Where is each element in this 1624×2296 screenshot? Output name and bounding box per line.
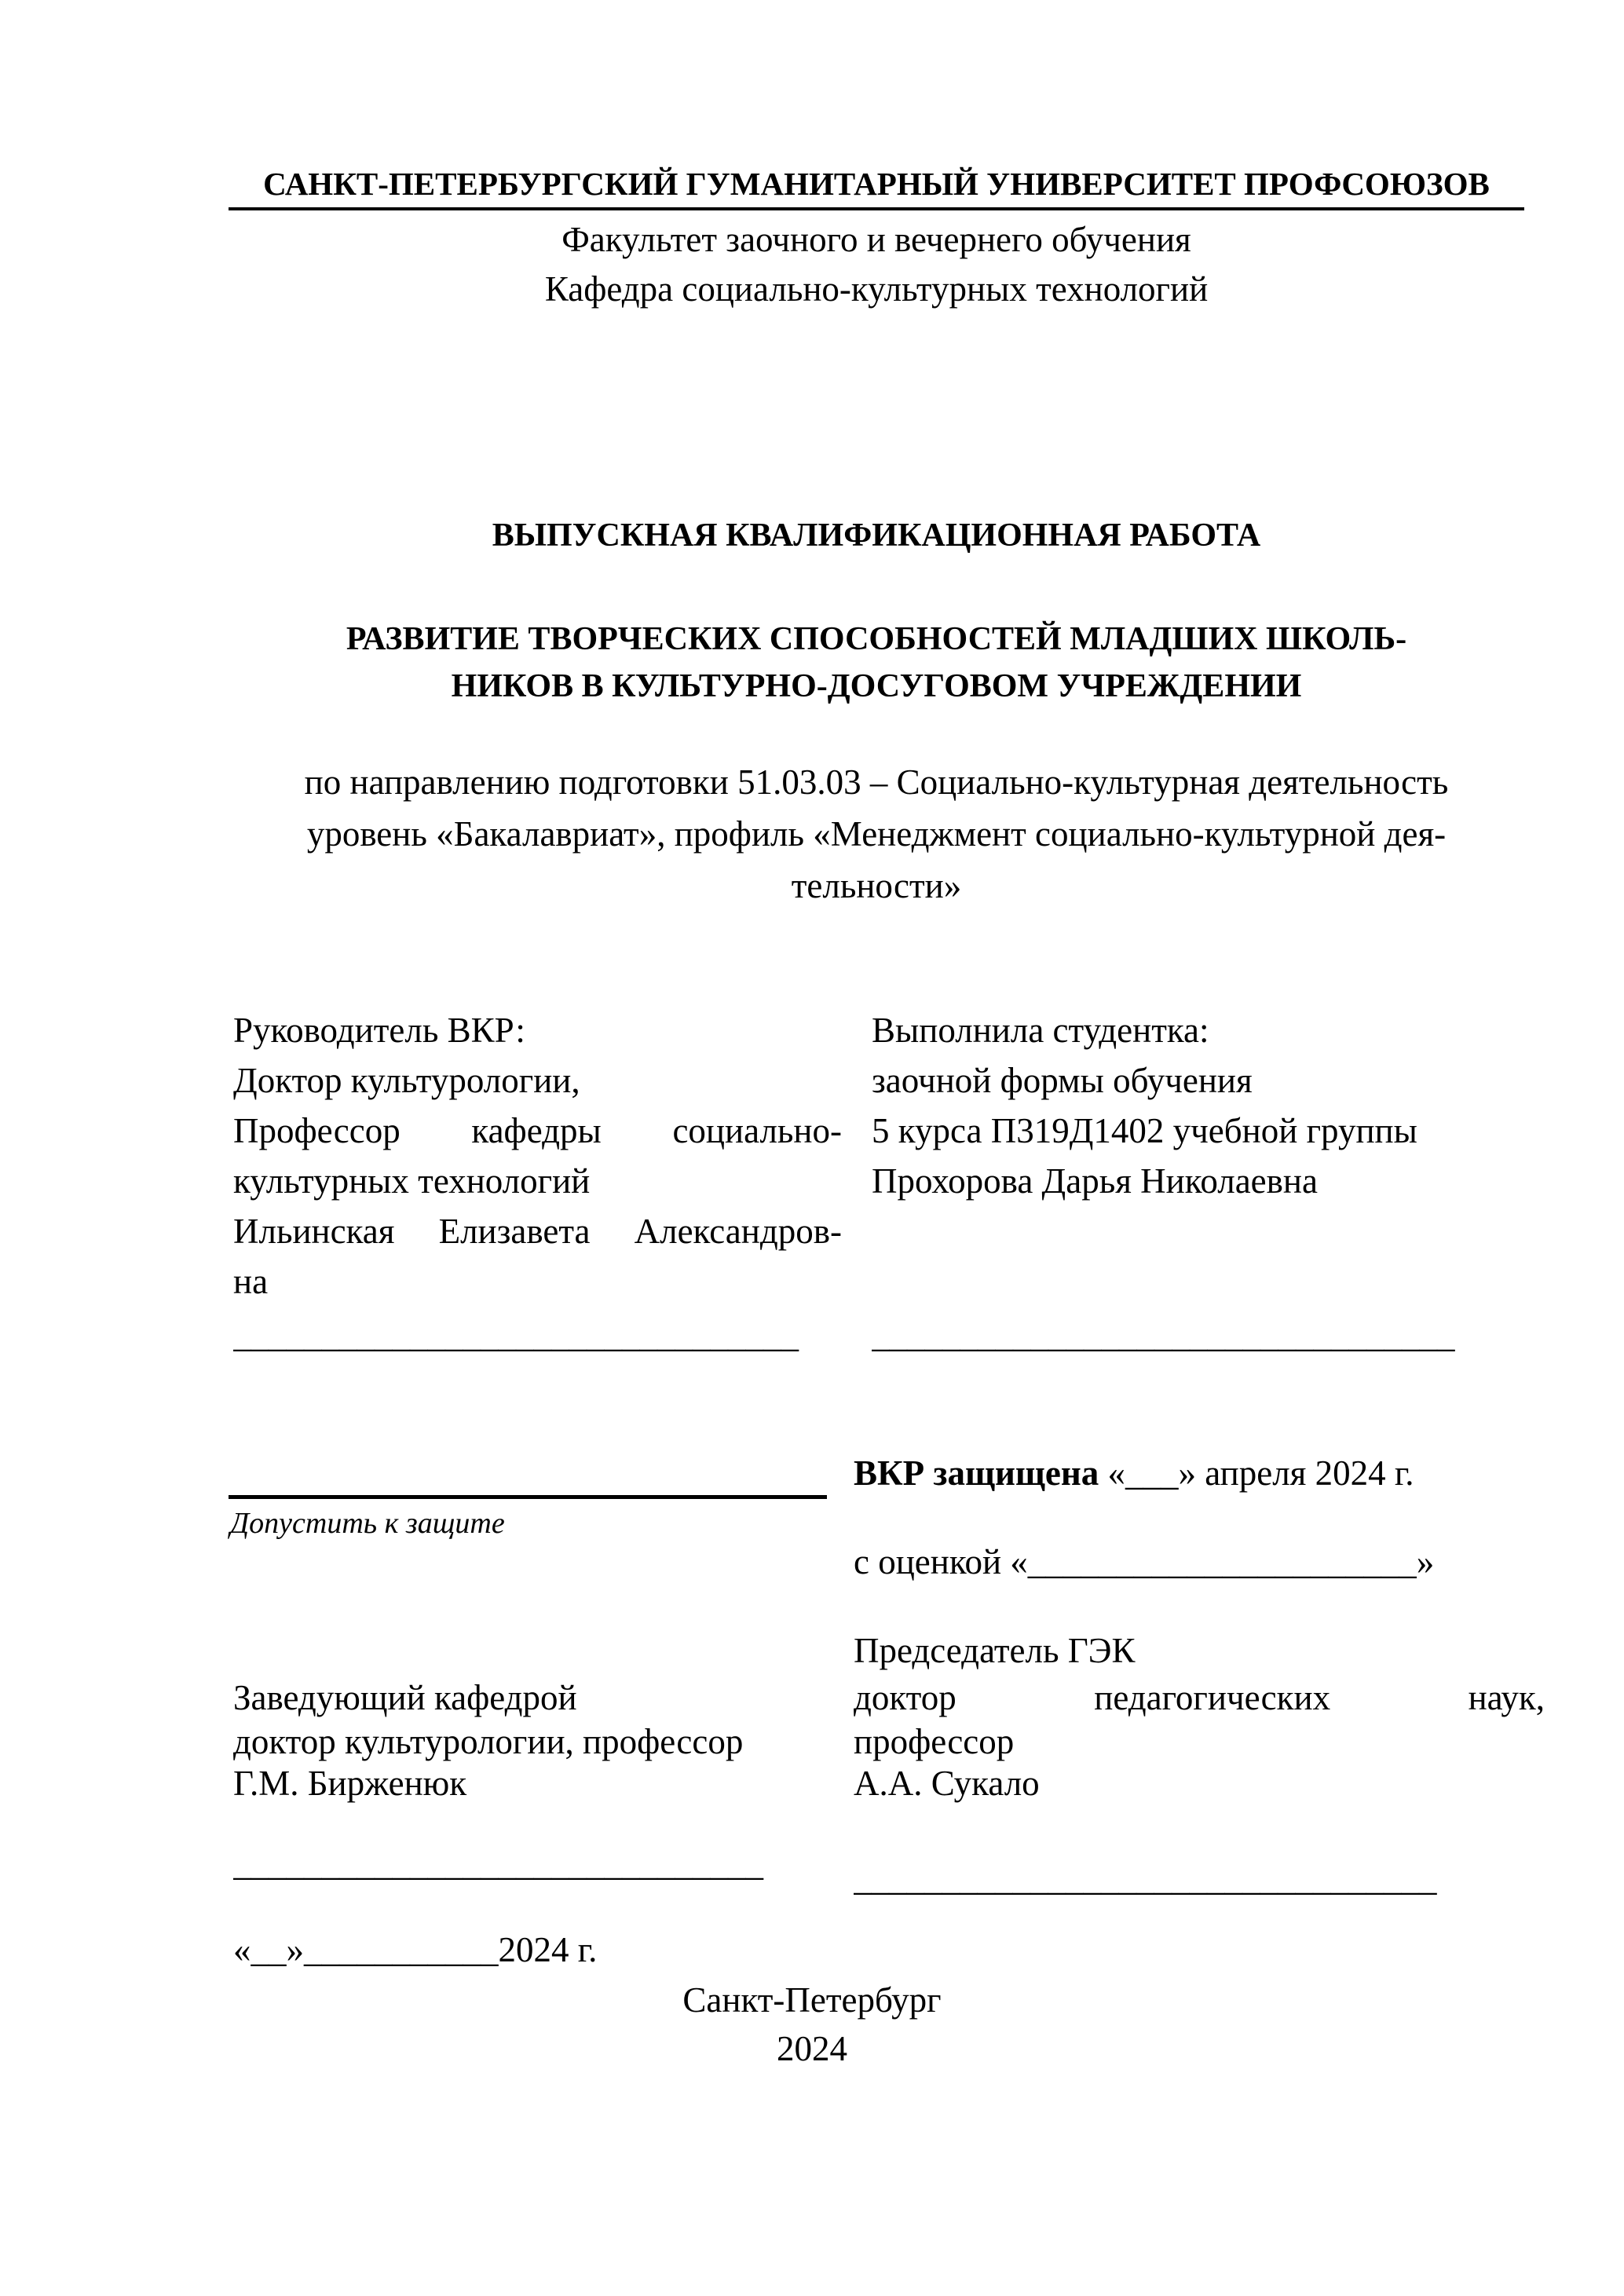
chair-line: А.А. Сукало xyxy=(854,1764,1040,1803)
student-line: 5 курса П319Д1402 учебной группы xyxy=(872,1111,1417,1150)
defense-grade: с оценкой «______________________» xyxy=(854,1542,1435,1581)
department-name: Кафедра социально-культурных технологий xyxy=(544,269,1209,309)
head-line: Г.М. Бирженюк xyxy=(233,1764,467,1803)
admission-date: «__»___________2024 г. xyxy=(233,1930,598,1969)
supervisor-signature-line: ________________________________ xyxy=(233,1315,799,1355)
direction-line: уровень «Бакалавриат», профиль «Менеджмент социально-культурной дея- xyxy=(306,814,1447,854)
chair-line: Председатель ГЭК xyxy=(854,1631,1136,1670)
work-title-line: НИКОВ В КУЛЬТУРНО-ДОСУГОВОМ УЧРЕЖДЕНИИ xyxy=(451,668,1302,704)
defense-protected-label: ВКР защищена xyxy=(854,1453,1099,1493)
header-divider xyxy=(229,207,1524,210)
admission-label: Допустить к защите xyxy=(230,1507,505,1540)
admission-signature-line xyxy=(229,1495,827,1499)
work-title-line: РАЗВИТИЕ ТВОРЧЕСКИХ СПОСОБНОСТЕЙ МЛАДШИХ ШКОЛЬ- xyxy=(346,621,1407,657)
student-line: Выполнила студентка: xyxy=(872,1011,1209,1050)
supervisor-line: Доктор культурологии, xyxy=(233,1061,580,1100)
direction-line: тельности» xyxy=(791,866,962,905)
head-line: Заведующий кафедрой xyxy=(233,1678,577,1717)
chair-signature-line: _________________________________ xyxy=(854,1859,1437,1898)
work-type: ВЫПУСКНАЯ КВАЛИФИКАЦИОННАЯ РАБОТА xyxy=(492,517,1261,554)
year: 2024 xyxy=(777,2029,847,2068)
defense-date xyxy=(854,1451,1414,1495)
head-signature-line: ______________________________ xyxy=(233,1844,763,1883)
supervisor-line: на xyxy=(233,1262,269,1301)
supervisor-line: Ильинская Елизавета Александров- xyxy=(233,1212,842,1251)
city: Санкт-Петербург xyxy=(682,1980,942,2020)
defense-date-text: «___» апреля 2024 г. xyxy=(1099,1453,1414,1493)
supervisor-line: культурных технологий xyxy=(233,1161,591,1201)
student-signature-line: _________________________________ xyxy=(872,1315,1455,1355)
faculty-name: Факультет заочного и вечернего обучения xyxy=(561,220,1191,259)
student-line: Прохорова Дарья Николаевна xyxy=(872,1161,1318,1201)
student-line: заочной формы обучения xyxy=(872,1061,1253,1100)
chair-line: профессор xyxy=(854,1722,1015,1761)
university-name: САНКТ-ПЕТЕРБУРГСКИЙ ГУМАНИТАРНЫЙ УНИВЕРСИТЕТ ПРОФСОЮЗОВ xyxy=(263,166,1490,202)
head-line: доктор культурологии, профессор xyxy=(233,1722,744,1761)
supervisor-line: Профессор кафедры социально- xyxy=(233,1111,842,1150)
direction-line: по направлению подготовки 51.03.03 – Социально-культурная деятельность xyxy=(304,762,1449,802)
supervisor-line: Руководитель ВКР: xyxy=(233,1011,525,1050)
chair-line: доктор педагогических наук, xyxy=(854,1678,1545,1717)
